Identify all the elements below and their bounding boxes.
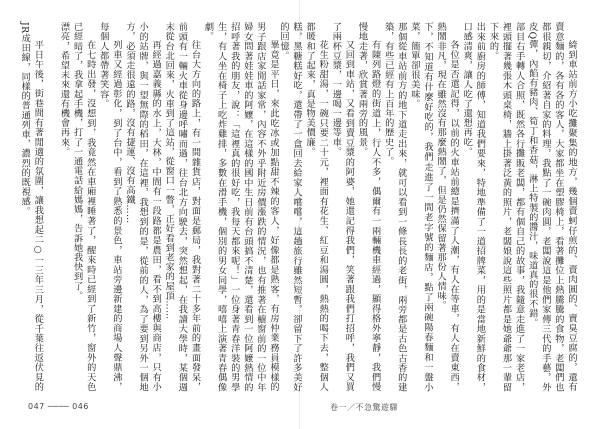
paragraph: 糕，黑糖糕好吃，還帶了一盒回去給家人嚐嚐，這趟旅行雖然短暫，卻留下了許多美好的回憶。 (277, 22, 303, 392)
paragraph: 又回到車站，又看到賣豆漿的阿婆，她還記得我們，笑著跟我們打招呼，我們又買了兩杯豆漿，一邊喝一邊等車。 (330, 22, 355, 392)
paragraph: 漂亮，希望未來還有機會再來。 (58, 22, 70, 157)
paragraph: 綺到車站前方小吃攤聚集的地方，幾個賣蚵仔煎的、賣肉圓的、賣臭豆腐的，還有賣意麵的，各有各的客人，大家都坐在塑膠椅上，看著攤位上熱騰騰的食物，老闆們也都很親切，介紹著自家的料理，我點了一碗肉圓，老闆說這是他們家傳三代的手藝，外皮Q彈，內餡有豬肉、筍丁和香菇，淋上特製的醬汁，味道真的很不錯。 (526, 22, 577, 392)
paragraph: 各位是否還記得，以前的火車站前總是擠滿了人潮，有人在等車，有人在賣東西，熱鬧非凡，現在雖然沒有那麼熱鬧了，但是仍然保留著那份人情味。 (435, 22, 460, 392)
running-header: 卷一／不急驚遊驛 (330, 403, 398, 412)
left-page-body (19, 22, 280, 392)
paragraph: 往台大方向的路上，有一間雜貨店，對面是郵局，我對著二十多年前的畫面發呆，前頭有一輛火車從身邊呼嘯而過，往台北方向駛去，突然想起，在我讀大學時，某個週末從台北回來，火車到了這站，從窗口一瞥，正好看到老家的屋頂…… (163, 22, 201, 392)
right-page-body (277, 22, 578, 392)
right-page (277, 0, 600, 429)
paragraph: 那個從車站前方的地下道走出來，就可以看到一條長長的老街，兩旁都是古色古香的建築，有些已經有上百年的歷史了。 (382, 22, 407, 392)
paragraph: 有陳列路燈的街道上，行人不多，偶爾有一兩輛機車經過，顯得格外寧靜，我們慢慢地走著，欣賞著兩旁的風景。 (356, 22, 381, 392)
paragraph: 列車又經過彰化，到了台中，看到了熟悉的景色，車站旁邊新建的商場人聲鼎沸，每個人都帶著笑容。 (97, 22, 122, 392)
paragraph: 畢竟是平日，來此吃冰或加點甜不辣的客人，好像都是熟客，有房仲業務員模樣的男子跟店家閒話家常，內容不外乎附近房價漲跌的情況，也有推著在櫥窗前的一位中年婦女問著娃娃車的阿嬤，在這樣的國中生日前有台頭搞不清楚，還看到一位阿嬤熱情的招呼著我的朋友，說：「這裡真的很好吃，我每天都來呢！」一位身著青春洋裝的男學生，有人坐在椅子上吃炸雞排，多數在滑手機，個別的男女同學，嘻嘻上演著青春偶像劇。 (202, 22, 279, 392)
paragraph: 部目右手轉人合照，既然各行攤販老闆，都有個自己的故事，我隨意走進了一家老店，裡頭擺著幾張木頭桌椅，牆上掛著泛黃的照片，老闆娘說這些照片都是她爺爺那一輩留下來的。 (487, 22, 525, 392)
paragraph: 在七時出發，沒想到，我竟然在車廂裡睡著了，醒來時已經到了新竹，窗外的天色已經暗了，我拿起手機，打了一通電話給媽媽，告訴她我快到了。 (71, 22, 96, 392)
paragraph: 出來前廚房的師傅，知道我們要來，特地準備了一道招牌菜，用的是當地新鮮的食材，口感清爽，讓人吃了還想再吃。 (461, 22, 486, 392)
paragraph: 下，不知道有什麼好吃的，我們走進了一間老字號的麵店，點了兩碗陽春麵和一盤小菜，簡單卻很美味。 (408, 22, 433, 392)
page-numbers: 047 ──── 046 (28, 402, 89, 411)
paragraph: 花生粉甜湯，一碗只要二十元，裡面有花生、紅豆和湯圓，熱熱的喝下去，整個人都暖和了起來，真是物美價廉。 (304, 22, 329, 392)
paragraph: 平日午後，街巷間有著閒適的氛圍，讓我想起二○一三年三月，從千葉往返伏見的JR成田線，同樣的普通列車，濃烈的既視感。 (19, 22, 44, 392)
paragraph: 再經過嘉義縣的水上，大林，中間有一段路都是農田，看不到高樓與商店，只有小小的站牌，與一望無際的稻田，在這裡，我想到的是，從前的人，為了要到另外一個地方，必須走很遠的路，沒有捷運、沒有高鐵…… (123, 22, 162, 392)
